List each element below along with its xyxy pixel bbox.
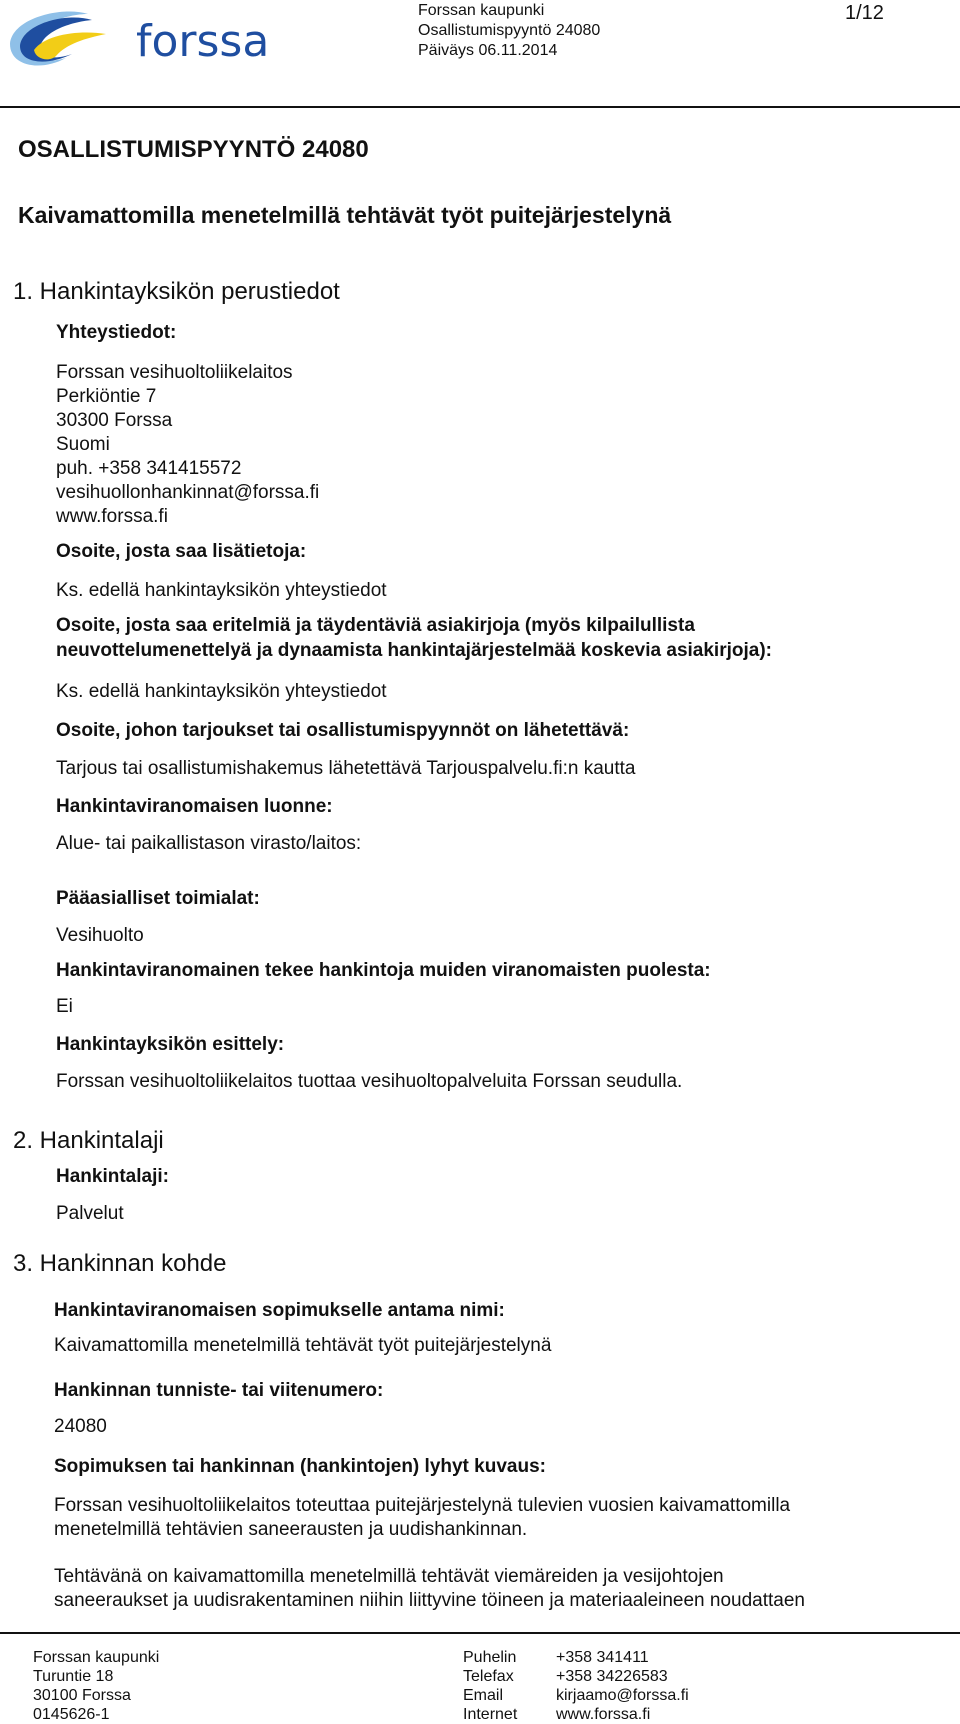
footer-rule	[0, 1632, 960, 1634]
footer-email[interactable]: kirjaamo@forssa.fi	[556, 1687, 689, 1704]
activity-label: Pääasialliset toimialat:	[56, 888, 260, 909]
contact-label: Yhteystiedot:	[56, 322, 177, 343]
description-paragraph-1	[54, 1494, 790, 1542]
footer-label-email: Email	[463, 1687, 504, 1704]
footer-label-fax: Telefax	[463, 1668, 514, 1685]
reference-label: Hankinnan tunniste- tai viitenumero:	[54, 1380, 384, 1401]
document-subtitle: Kaivamattomilla menetelmillä tehtävät työt puitejärjestelynä	[18, 202, 672, 228]
description-line: Forssan vesihuoltoliikelaitos toteuttaa puitejärjestelynä tulevien vuosien kaivamattomilla	[54, 1495, 791, 1516]
type-label: Hankintalaji:	[56, 1166, 169, 1187]
contact-block	[56, 361, 319, 529]
page-number: 1/12	[845, 2, 884, 24]
header-doc-ref: Osallistumispyyntö 24080	[418, 22, 601, 39]
footer-business-id: 0145626-1	[33, 1706, 110, 1723]
intro-label: Hankintayksikön esittely:	[56, 1034, 285, 1055]
send-value: Tarjous tai osallistumishakemus lähetettävä Tarjouspalvelu.fi:n kautta	[56, 758, 636, 779]
contact-line: Suomi	[56, 434, 110, 455]
activity-value: Vesihuolto	[56, 925, 144, 946]
docs-value: Ks. edellä hankintayksikön yhteystiedot	[56, 681, 387, 702]
footer-postal: 30100 Forssa	[33, 1687, 131, 1704]
contact-line: Perkiöntie 7	[56, 386, 157, 407]
description-line: menetelmillä tehtävien saneerausten ja uudishankinnan.	[54, 1519, 528, 1540]
contract-name-label: Hankintaviranomaisen sopimukselle antama nimi:	[54, 1300, 505, 1321]
description-label: Sopimuksen tai hankinnan (hankintojen) lyhyt kuvaus:	[54, 1456, 546, 1477]
header-org: Forssan kaupunki	[418, 2, 545, 19]
footer-fax: +358 34226583	[556, 1668, 668, 1685]
svg-text:forssa: forssa	[136, 16, 270, 67]
forssa-logo	[6, 4, 296, 70]
behalf-label: Hankintaviranomainen tekee hankintoja muiden viranomaisten puolesta:	[56, 960, 711, 981]
footer-street: Turuntie 18	[33, 1668, 114, 1685]
info-label: Osoite, josta saa lisätietoja:	[56, 541, 307, 562]
nature-value: Alue- tai paikallistason virasto/laitos:	[56, 833, 362, 854]
info-value: Ks. edellä hankintayksikön yhteystiedot	[56, 580, 387, 601]
footer-label-phone: Puhelin	[463, 1649, 517, 1666]
section-3-heading: 3. Hankinnan kohde	[13, 1250, 227, 1277]
footer-label-internet: Internet	[463, 1706, 518, 1723]
forssa-logo-icon	[6, 4, 296, 70]
contact-line: www.forssa.fi	[56, 506, 168, 527]
footer-website[interactable]: www.forssa.fi	[556, 1706, 651, 1723]
section-2-heading: 2. Hankintalaji	[13, 1127, 164, 1154]
intro-value: Forssan vesihuoltoliikelaitos tuottaa vesihuoltopalveluita Forssan seudulla.	[56, 1071, 683, 1092]
header-rule	[0, 106, 960, 108]
description-line: Tehtävänä on kaivamattomilla menetelmillä tehtävät viemäreiden ja vesijohtojen	[54, 1566, 724, 1587]
contact-line: puh. +358 341415572	[56, 458, 242, 479]
behalf-value: Ei	[56, 996, 73, 1017]
docs-label-line1: Osoite, josta saa eritelmiä ja täydentäviä asiakirjoja (myös kilpailullista	[56, 615, 695, 636]
contact-line: 30300 Forssa	[56, 410, 173, 431]
send-label: Osoite, johon tarjoukset tai osallistumispyynnöt on lähetettävä:	[56, 720, 630, 741]
type-value: Palvelut	[56, 1203, 124, 1224]
document-title: OSALLISTUMISPYYNTÖ 24080	[18, 136, 369, 163]
description-line: saneeraukset ja uudisrakentaminen niihin liittyvine töineen ja materiaaleineen noudattaen	[54, 1590, 805, 1611]
contact-line: vesihuollonhankinnat@forssa.fi	[56, 482, 320, 503]
docs-label-line2: neuvottelumenettelyä ja dynaamista hankintajärjestelmää koskevia asiakirjoja):	[56, 640, 772, 661]
contact-line: Forssan vesihuoltoliikelaitos	[56, 362, 293, 383]
contract-name-value: Kaivamattomilla menetelmillä tehtävät työt puitejärjestelynä	[54, 1335, 552, 1356]
reference-value: 24080	[54, 1416, 107, 1437]
footer-phone: +358 341411	[556, 1649, 649, 1666]
footer-org: Forssan kaupunki	[33, 1649, 160, 1666]
section-1-heading: 1. Hankintayksikön perustiedot	[13, 278, 340, 305]
nature-label: Hankintaviranomaisen luonne:	[56, 796, 333, 817]
description-paragraph-2	[54, 1565, 805, 1613]
header-date: Päiväys 06.11.2014	[418, 42, 558, 59]
